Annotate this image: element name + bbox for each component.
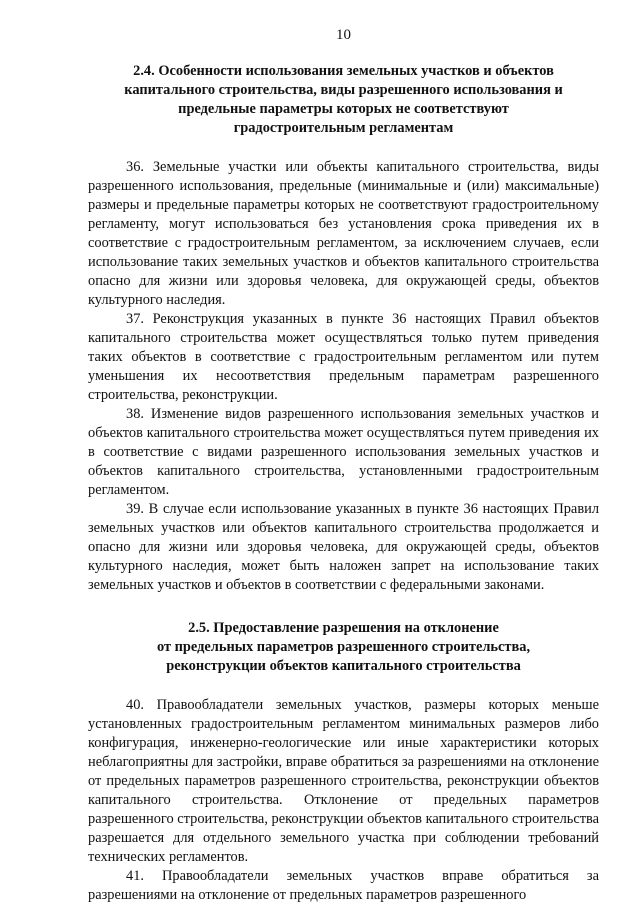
paragraph-39: 39. В случае если использование указанных в пункте 36 настоящих Правил земельных участков или объектов капитального строительства продолжается и опасно для жизни или здоровья человека, для окружающей среды, объектов культурного наследия, может быть наложен запрет на использование таких земельных участков и объектов в соответствии с федеральными законами. [88,501,599,593]
section-2-4-heading [88,62,599,138]
heading-line: 2.5. Предоставление разрешения на отклонение [188,620,499,636]
section-spacer [88,595,599,619]
paragraph-40: 40. Правообладатели земельных участков, размеры которых меньше установленных градостроительным регламентом минимальных размеров либо конфигурация, инженерно-геологические или иные характеристики которых неблагоприятны для застройки, вправе обратиться за разрешениями на отклонение от предельных параметров разрешенного строительства, реконструкции объектов капитального строительства. Отклонение от предельных параметров разрешенного строительства, реконструкции объектов капитального строительства разрешается для отдельного земельного участка при соблюдении требований технических регламентов. [88,697,599,865]
paragraph-41: 41. Правообладатели земельных участков вправе обратиться за разрешениями на отклонение от предельных параметров разрешенного [88,868,599,903]
heading-line: реконструкции объектов капитального строительства [166,658,521,674]
page-number: 10 [336,27,351,43]
paragraph-38: 38. Изменение видов разрешенного использования земельных участков и объектов капитального строительства может осуществляться путем приведения их в соответствие с видами разрешенного использования земельных участков и объектов капитального строительства, установленными градостроительным регламентом. [88,406,599,498]
paragraph-37: 37. Реконструкция указанных в пункте 36 настоящих Правил объектов капитального строительства может осуществляться только путем приведения таких объектов в соответствие с градостроительным регламентом или путем уменьшения их несоответствия предельным параметрам разрешенного строительства, реконструкции. [88,311,599,403]
heading-line: от предельных параметров разрешенного строительства, [156,639,531,655]
heading-line: капитального строительства, виды разрешенного использования и [124,82,563,98]
section-2-5-heading [88,619,599,676]
paragraph-36: 36. Земельные участки или объекты капитального строительства, виды разрешенного использования, предельные (минимальные и (или) максимальные) размеры и предельные параметры которых не соответствуют градостроительному регламенту, могут использоваться без установления срока приведения их в соответствие с градостроительным регламентом, за исключением случаев, если использование таких земельных участков и объектов капитального строительства опасно для жизни или здоровья человека, для окружающей среды, объектов культурного наследия. [88,159,599,308]
heading-line: предельные параметры которых не соответствуют [178,101,509,117]
document-page [88,26,599,905]
heading-line: градостроительным регламентам [233,120,454,136]
heading-line: 2.4. Особенности использования земельных участков и объектов [133,63,554,79]
